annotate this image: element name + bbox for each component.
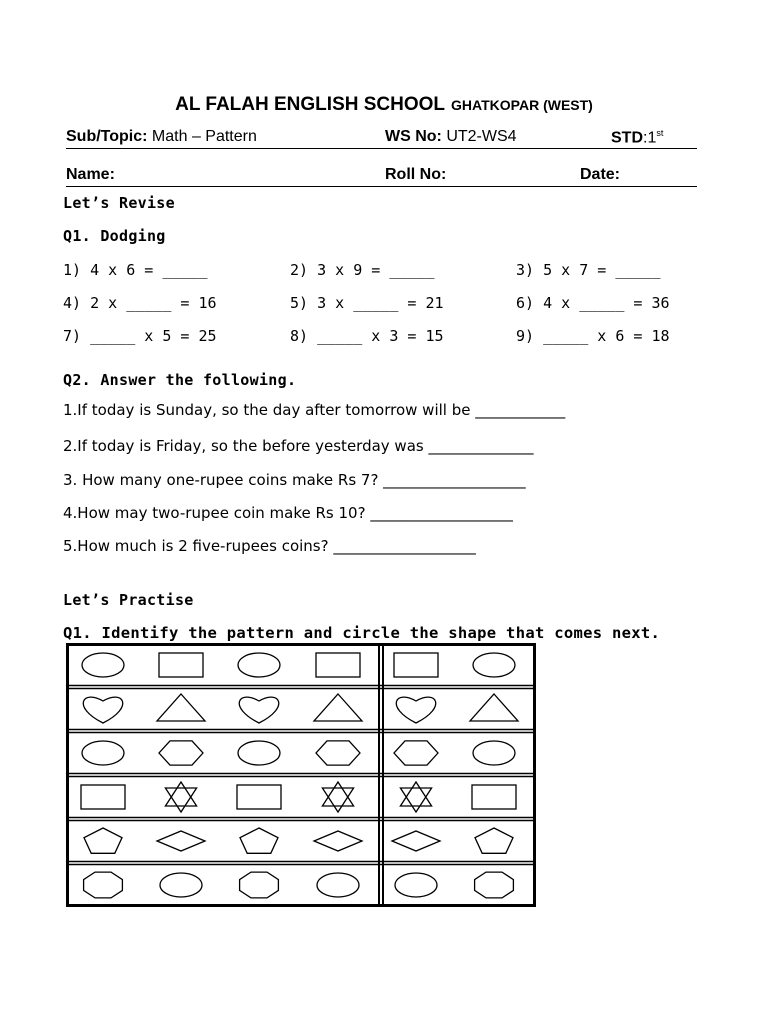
oval-shape (82, 653, 124, 677)
q1-pattern-heading: Q1. Identify the pattern and circle the shape that comes next. (63, 624, 661, 642)
name-field (66, 166, 115, 184)
std (611, 128, 663, 147)
pattern-grid-svg (66, 643, 536, 907)
star-shape (322, 788, 353, 812)
dodging-item: 5) 3 x _____ = 21 (290, 294, 444, 312)
triangle-shape (470, 694, 518, 721)
subtopic-label: Sub/Topic: (66, 128, 148, 145)
q2-item: 5.How much is 2 five-rupees coins? ___________________ (63, 537, 476, 555)
practise-heading: Let’s Practise (63, 591, 194, 609)
rectangle-shape (394, 653, 438, 677)
diamond-shape (392, 831, 440, 851)
oval-shape (238, 653, 280, 677)
rectangle-shape (159, 653, 203, 677)
oval-shape (473, 741, 515, 765)
dodging-item: 8) _____ x 3 = 15 (290, 327, 444, 345)
subtopic (66, 128, 257, 146)
rectangle-shape (81, 785, 125, 809)
ws-number (385, 128, 517, 146)
diamond-shape (314, 831, 362, 851)
heart-shape (239, 697, 279, 723)
oval-shape (82, 741, 124, 765)
q1-dodging-heading: Q1. Dodging (63, 227, 166, 245)
dodging-item: 2) 3 x 9 = _____ (290, 261, 435, 279)
pentagon-shape (84, 828, 122, 853)
std-sup: st (656, 128, 664, 138)
q2-item: 2.If today is Friday, so the before yesterday was ______________ (63, 437, 534, 455)
octagon-shape (475, 872, 514, 898)
star-shape (165, 788, 196, 812)
q2-item: 3. How many one-rupee coins make Rs 7? ___________________ (63, 471, 526, 489)
diamond-shape (157, 831, 205, 851)
heart-shape (83, 697, 123, 723)
star-shape (400, 788, 431, 812)
std-label: STD (611, 129, 643, 147)
date-field (580, 166, 620, 184)
header-rule-1 (66, 148, 697, 149)
dodging-item: 3) 5 x 7 = _____ (516, 261, 661, 279)
oval-shape (395, 873, 437, 897)
roll-label: Roll No: (385, 166, 447, 183)
heart-shape (396, 697, 436, 723)
triangle-shape (314, 694, 362, 721)
q2-item: 1.If today is Sunday, so the day after tomorrow will be ____________ (63, 401, 566, 419)
octagon-shape (240, 872, 279, 898)
pattern-grid (66, 643, 536, 907)
ws-value: UT2-WS4 (446, 128, 517, 145)
revise-heading: Let’s Revise (63, 194, 175, 212)
subtopic-value: Math – Pattern (151, 128, 257, 145)
dodging-item: 6) 4 x _____ = 36 (516, 294, 670, 312)
star-shape (322, 782, 353, 806)
grid-border (68, 645, 535, 906)
name-label: Name: (66, 166, 115, 183)
oval-shape (473, 653, 515, 677)
hexagon-shape (316, 741, 360, 765)
oval-shape (317, 873, 359, 897)
date-label: Date: (580, 166, 621, 183)
pentagon-shape (475, 828, 513, 853)
star-shape (165, 782, 196, 806)
ws-label: WS No: (385, 128, 442, 145)
hexagon-shape (159, 741, 203, 765)
q2-heading: Q2. Answer the following. (63, 371, 297, 389)
school-name: AL FALAH ENGLISH SCHOOL (175, 94, 446, 115)
octagon-shape (84, 872, 123, 898)
rectangle-shape (237, 785, 281, 809)
triangle-shape (157, 694, 205, 721)
rectangle-shape (472, 785, 516, 809)
rectangle-shape (316, 653, 360, 677)
school-location: GHATKOPAR (WEST) (451, 97, 593, 113)
dodging-item: 4) 2 x _____ = 16 (63, 294, 217, 312)
q2-item: 4.How may two-rupee coin make Rs 10? ___________________ (63, 504, 513, 522)
roll-field (385, 166, 446, 184)
oval-shape (238, 741, 280, 765)
dodging-item: 9) _____ x 6 = 18 (516, 327, 670, 345)
pentagon-shape (240, 828, 278, 853)
school-title (0, 94, 768, 116)
dodging-item: 1) 4 x 6 = _____ (63, 261, 208, 279)
header-rule-2 (66, 186, 697, 187)
hexagon-shape (394, 741, 438, 765)
std-value: :1 (643, 129, 657, 147)
star-shape (400, 782, 431, 806)
oval-shape (160, 873, 202, 897)
dodging-item: 7) _____ x 5 = 25 (63, 327, 217, 345)
